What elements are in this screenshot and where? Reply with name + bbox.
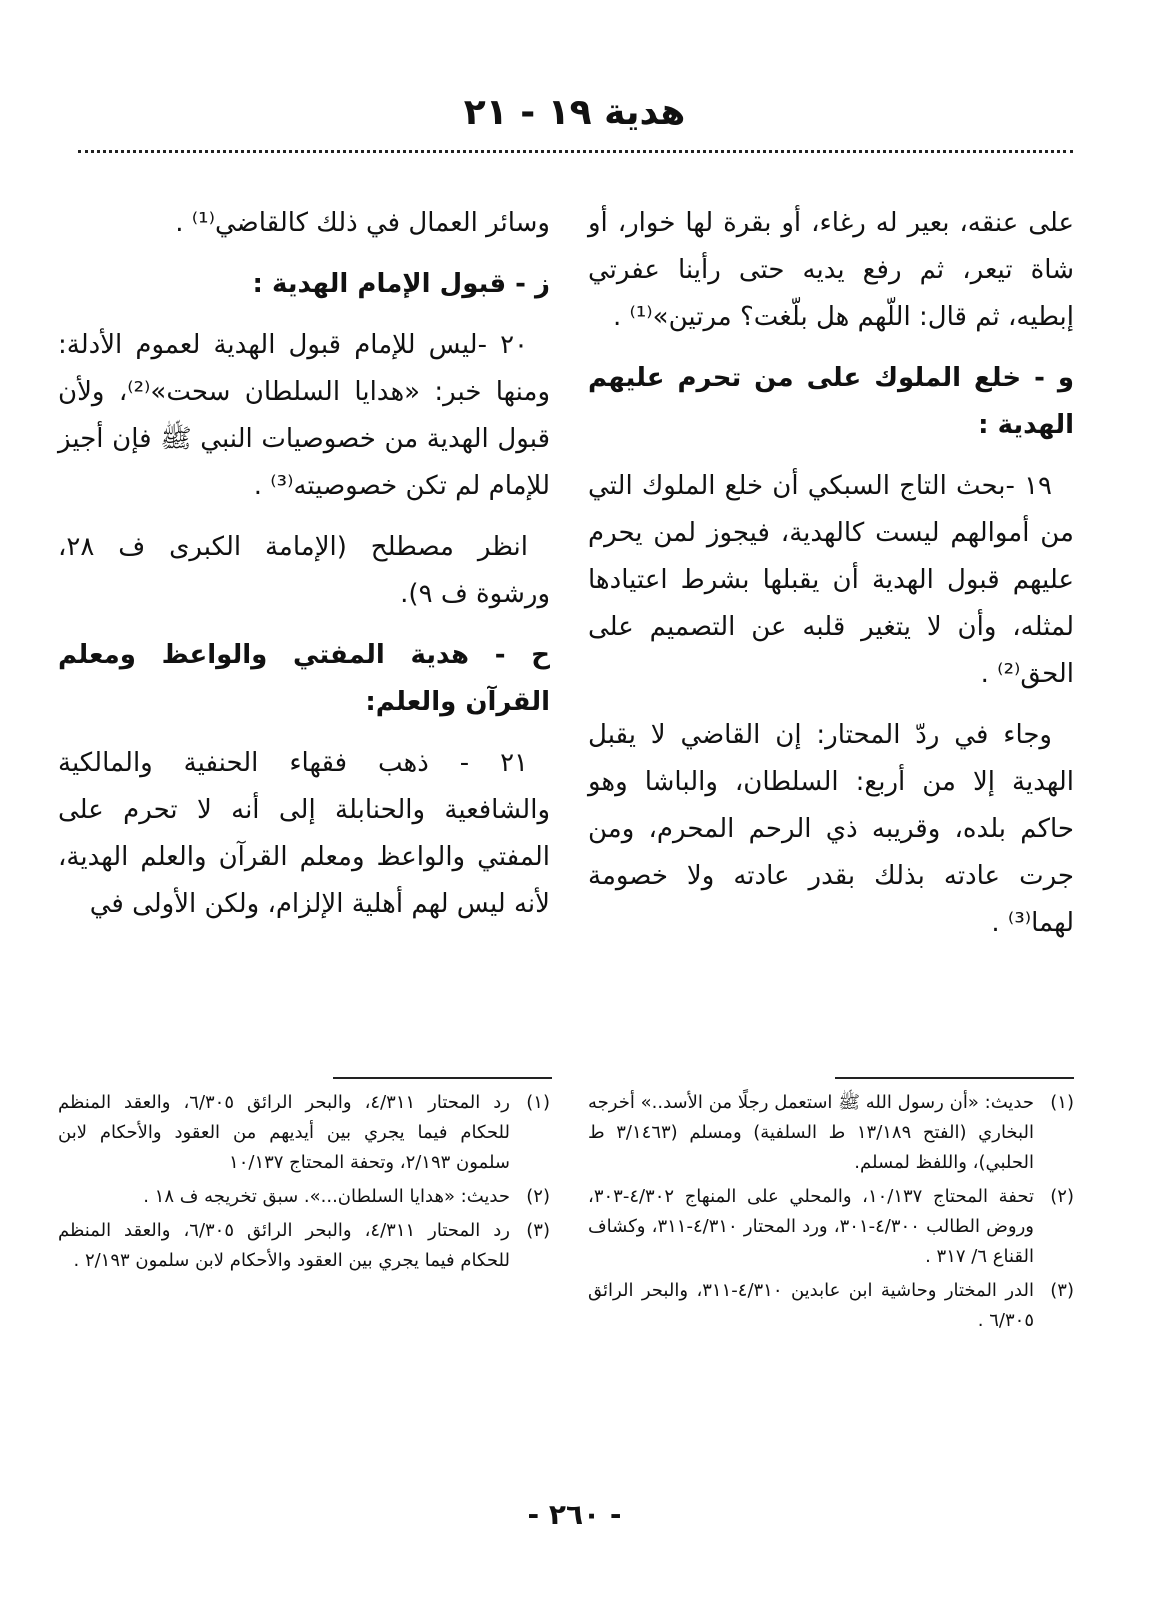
footnote-number: (٢) [526,1186,550,1207]
footnote-number: (١) [1050,1092,1074,1113]
footnote-text: حديث: «أن رسول الله ﷺ استعمل رجلًا من الأسد..» أخرجه البخاري (الفتح ١٣/١٨٩ ط السلفية) ومسلم (٣/١٤٦٣ ط الحلبي)، واللفظ لمسلم. [588,1092,1034,1173]
footnote [58,1182,550,1212]
section-heading-waw: و - خلع الملوك على من تحرم عليهم الهدية : [588,363,1074,440]
footnote-number: (٣) [526,1220,550,1241]
paragraph-19: ١٩ -بحث التاج السبكي أن خلع الملوك التي من أموالهم ليست كالهدية، فيجوز لمن يحرم عليهم قبول الهدية أن يقبلها بشرط اعتيادها لمثله، وأن لا يتغير قلبه عن التصميم على الحق⁽²⁾ . [588,471,1074,689]
paragraph-20: ٢٠ -ليس للإمام قبول الهدية لعموم الأدلة: ومنها خبر: «هدايا السلطان سحت»⁽²⁾، ولأن قبول الهدية من خصوصيات النبي ﷺ فإن أجيز للإمام لم تكن خصوصيته⁽³⁾ . [58,330,550,501]
section-heading-ha: ح - هدية المفتي والواعظ ومعلم القرآن والعلم: [58,640,550,717]
left-column [58,200,550,942]
footnote-number: (٢) [1050,1186,1074,1207]
paragraph-continuation: على عنقه، بعير له رغاء، أو بقرة لها خوار، أو شاة تيعر، ثم رفع يديه حتى رأينا عفرتي إبطيه، ثم قال: اللّهم هل بلّغت؟ مرتين»⁽¹⁾ . [588,208,1074,332]
page-number: - ٢٦٠ - [527,1498,622,1531]
footnote [588,1276,1074,1336]
footnote-number: (١) [526,1092,550,1113]
footnote-rule-left [333,1077,552,1079]
footnotes-left [58,1088,550,1280]
footnote-text: رد المحتار ٤/٣١١، والبحر الرائق ٦/٣٠٥، والعقد المنظم للحكام فيما يجري بين أيديهم من العقود والأحكام لابن سلمون ٢/١٩٣، وتحفة المحتاج ١٠/١٣٧ [58,1092,510,1173]
footnote [58,1216,550,1276]
footnote-text: الدر المختار وحاشية ابن عابدين ٤/٣١٠-٣١١، والبحر الرائق ٦/٣٠٥ . [588,1280,1034,1331]
footnote-text: حديث: «هدايا السلطان...». سبق تخريجه ف ١٨ . [143,1186,510,1207]
paragraph-continuation: وسائر العمال في ذلك كالقاضي⁽¹⁾ . [175,208,550,238]
footnotes-right [588,1088,1074,1340]
running-head: هدية ١٩ - ٢١ [463,92,686,133]
footnote [588,1088,1074,1178]
footnote-text: رد المحتار ٤/٣١١، والبحر الرائق ٦/٣٠٥، والعقد المنظم للحكام فيما يجري بين العقود والأحكام لابن سلمون ٢/١٩٣ . [58,1220,510,1271]
section-heading-zay: ز - قبول الإمام الهدية : [252,269,550,299]
footnote-number: (٣) [1050,1280,1074,1301]
right-column [588,200,1074,961]
paragraph-see-also: انظر مصطلح (الإمامة الكبرى ف ٢٨، ورشوة ف ٩). [58,532,550,609]
header-dotted-rule [78,150,1073,153]
paragraph-radd-al-muhtar: وجاء في ردّ المحتار: إن القاضي لا يقبل الهدية إلا من أربع: السلطان، والباشا وهو حاكم بلده، وقريبه ذي الرحم المحرم، ومن جرت عادته بذلك بقدر عادته ولا خصومة لهما⁽³⁾ . [588,720,1074,938]
footnote [58,1088,550,1178]
footnote [588,1182,1074,1272]
footnote-text: تحفة المحتاج ١٠/١٣٧، والمحلي على المنهاج ٤/٣٠٢-٣٠٣، وروض الطالب ٤/٣٠٠-٣٠١، ورد المحتار ٤/٣١٠-٣١١، وكشاف القناع ٦/ ٣١٧ . [588,1186,1034,1267]
footnote-rule-right [835,1077,1074,1079]
paragraph-21: ٢١ - ذهب فقهاء الحنفية والمالكية والشافعية والحنابلة إلى أنه لا تحرم على المفتي والواعظ ومعلم القرآن والعلم الهدية، لأنه ليس لهم أهلية الإلزام، ولكن الأولى في [58,748,550,919]
